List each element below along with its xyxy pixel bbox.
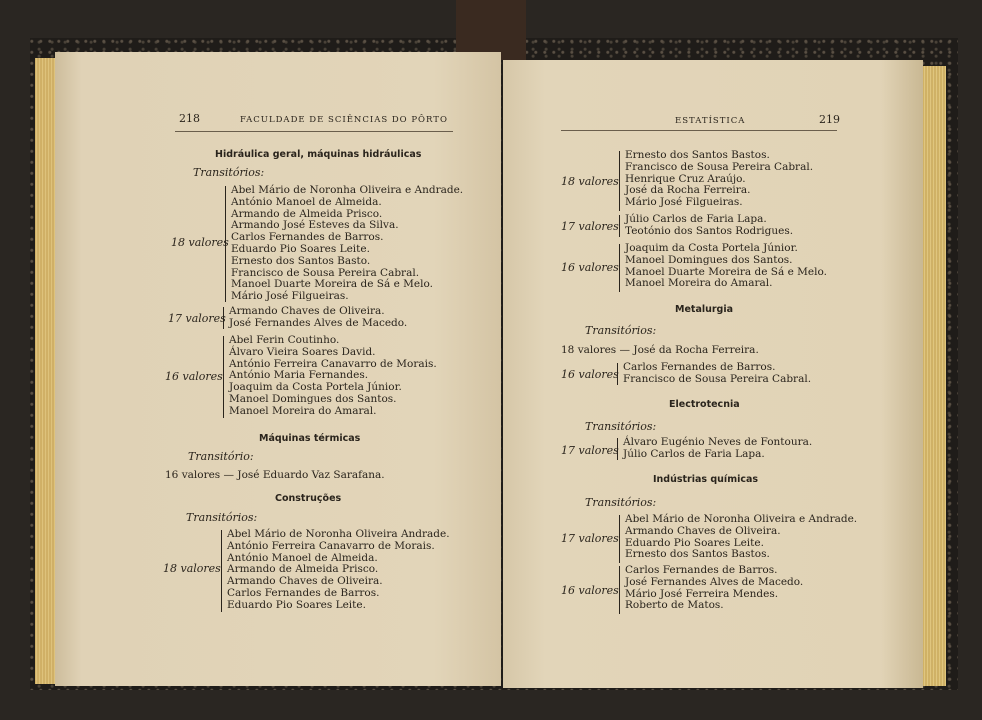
brace — [225, 186, 226, 302]
list-item: Mário José Filgueiras. — [625, 196, 743, 209]
list-item: António Maria Fernandes. — [229, 369, 369, 382]
list-item: Carlos Fernandes de Barros. — [625, 564, 778, 576]
list-item: Armando José Esteves da Silva. — [231, 219, 399, 232]
list-item: Júlio Carlos de Faria Lapa. — [623, 447, 765, 460]
name-list — [229, 335, 437, 418]
grade-label: 18 valores — [561, 175, 619, 188]
name-list — [625, 565, 803, 612]
list-item: José Fernandes Alves de Macedo. — [229, 316, 408, 329]
name-list — [625, 243, 827, 290]
right-page-edges — [920, 66, 946, 686]
list-item: José da Rocha Ferreira. — [625, 184, 751, 197]
brace — [619, 515, 620, 563]
right-page — [503, 60, 923, 688]
brace — [619, 244, 620, 292]
list-item: Armando Chaves de Oliveira. — [625, 524, 781, 537]
name-list — [623, 437, 812, 461]
section-subtitle: Transitório: — [188, 450, 254, 463]
left-page-edges — [35, 58, 57, 684]
brace — [221, 530, 222, 612]
brace — [619, 151, 620, 211]
list-item: António Manoel de Almeida. — [231, 195, 382, 208]
brace — [223, 336, 224, 418]
section-title: Indústrias químicas — [653, 474, 759, 485]
list-item: Henrique Cruz Araújo. — [625, 172, 746, 185]
single-entry: 18 valores — José da Rocha Ferreira. — [561, 344, 759, 356]
grade-label: 17 valores — [561, 444, 619, 457]
grade-label: 17 valores — [561, 220, 619, 233]
list-item: Armando de Almeida Prisco. — [227, 563, 379, 576]
name-list — [227, 529, 450, 612]
section-subtitle: Transitórios: — [193, 166, 265, 179]
grade-label: 18 valores — [163, 562, 221, 575]
grade-label: 16 valores — [561, 584, 619, 597]
list-item: Roberto de Matos. — [625, 599, 724, 612]
list-item: Eduardo Pio Soares Leite. — [625, 536, 764, 549]
list-item: Teotónio dos Santos Rodrigues. — [625, 224, 794, 237]
list-item: Abel Ferin Coutinho. — [229, 334, 340, 346]
list-item: Francisco de Sousa Pereira Cabral. — [623, 372, 812, 385]
list-item: Carlos Fernandes de Barros. — [231, 231, 384, 244]
section-subtitle: Transitórios: — [585, 496, 657, 509]
grade-label: 16 valores — [561, 261, 619, 274]
section-subtitle: Transitórios: — [585, 420, 657, 433]
header-rule — [561, 130, 837, 131]
list-item: Eduardo Pio Soares Leite. — [231, 242, 370, 255]
grade-label: 17 valores — [168, 312, 226, 325]
list-item: António Ferreira Canavarro de Morais. — [229, 357, 437, 370]
list-item: António Ferreira Canavarro de Morais. — [227, 539, 435, 552]
header-rule — [175, 131, 453, 132]
list-item: Francisco de Sousa Pereira Cabral. — [625, 160, 814, 173]
list-item: Armando de Almeida Prisco. — [231, 207, 383, 220]
brace — [223, 307, 224, 329]
list-item: Mário José Filgueiras. — [231, 290, 349, 303]
single-entry: 16 valores — José Eduardo Vaz Sarafana. — [165, 469, 385, 481]
section-title: Máquinas térmicas — [259, 433, 361, 444]
running-head: ESTATÍSTICA — [675, 116, 746, 126]
list-item: Manoel Moreira do Amaral. — [229, 404, 377, 417]
running-head: FACULDADE DE SCIÊNCIAS DO PÔRTO — [240, 115, 448, 125]
page-number: 219 — [819, 113, 840, 126]
list-item: António Manoel de Almeida. — [227, 551, 378, 564]
grade-label: 16 valores — [561, 368, 619, 381]
list-item: Manoel Domingues dos Santos. — [229, 392, 397, 405]
section-subtitle: Transitórios: — [186, 511, 258, 524]
list-item: Carlos Fernandes de Barros. — [227, 586, 380, 599]
list-item: Júlio Carlos de Faria Lapa. — [625, 213, 767, 225]
list-item: Abel Mário de Noronha Oliveira Andrade. — [227, 528, 450, 540]
list-item: Manoel Duarte Moreira de Sá e Melo. — [231, 278, 433, 291]
brace — [617, 363, 618, 385]
brace — [619, 566, 620, 614]
list-item: Armando Chaves de Oliveira. — [227, 575, 383, 588]
list-item: Mário José Ferreira Mendes. — [625, 587, 779, 600]
name-list — [623, 362, 811, 386]
brace — [617, 438, 618, 460]
section-title: Metalurgia — [675, 304, 734, 315]
section-title: Electrotecnia — [669, 399, 740, 410]
page-number: 218 — [179, 112, 200, 125]
list-item: José Fernandes Alves de Macedo. — [625, 575, 804, 588]
list-item: Manoel Domingues dos Santos. — [625, 253, 793, 266]
list-item: Manoel Duarte Moreira de Sá e Melo. — [625, 265, 827, 278]
list-item: Ernesto dos Santos Basto. — [231, 254, 371, 267]
list-item: Eduardo Pio Soares Leite. — [227, 598, 366, 611]
list-item: Abel Mário de Noronha Oliveira e Andrade. — [231, 184, 464, 196]
list-item: Ernesto dos Santos Bastos. — [625, 149, 770, 161]
list-item: Álvaro Eugénio Neves de Fontoura. — [623, 436, 813, 448]
left-page — [55, 52, 501, 686]
name-list — [625, 514, 857, 561]
name-list — [231, 185, 463, 303]
list-item: Ernesto dos Santos Bastos. — [625, 548, 770, 561]
grade-label: 18 valores — [171, 236, 229, 249]
list-item: Armando Chaves de Oliveira. — [229, 305, 385, 317]
section-subtitle: Transitórios: — [585, 324, 657, 337]
list-item: Carlos Fernandes de Barros. — [623, 361, 776, 373]
name-list — [229, 306, 407, 330]
list-item: Joaquim da Costa Portela Júnior. — [625, 242, 798, 254]
brace — [619, 215, 620, 237]
list-item: Álvaro Vieira Soares David. — [229, 345, 376, 358]
section-title: Construções — [275, 493, 342, 504]
name-list — [625, 214, 793, 238]
list-item: Manoel Moreira do Amaral. — [625, 277, 773, 290]
name-list — [625, 150, 813, 209]
book-spine — [456, 0, 526, 60]
list-item: Francisco de Sousa Pereira Cabral. — [231, 266, 420, 279]
grade-label: 16 valores — [165, 370, 223, 383]
list-item: Abel Mário de Noronha Oliveira e Andrade. — [625, 513, 858, 525]
grade-label: 17 valores — [561, 532, 619, 545]
section-title: Hidráulica geral, máquinas hidráulicas — [215, 149, 422, 160]
list-item: Joaquim da Costa Portela Júnior. — [229, 381, 402, 394]
